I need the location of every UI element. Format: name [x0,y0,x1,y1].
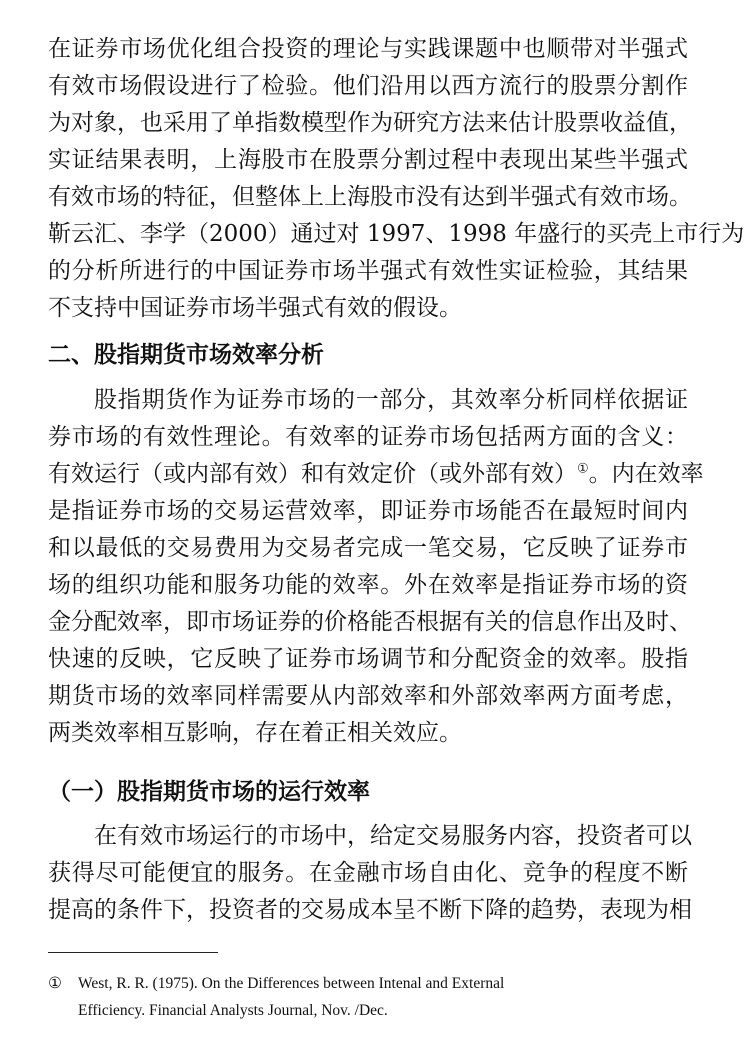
text-line: 提高的条件下，投资者的交易成本呈不断下降的趋势，表现为相 [48,897,692,923]
text-line: 金分配效率，即市场证券的价格能否根据有关的信息作出及时、 [48,609,692,635]
text-line: 两类效率相互影响，存在着正相关效应。 [48,720,462,746]
footnote-text: West, R. R. (1975). On the Differences between Intenal and External [78,975,505,992]
footnote-line: Efficiency. Financial Analysts Journal, Nov. /Dec. [78,1002,388,1019]
text-line: 不支持中国证券市场半强式有效的假设。 [48,295,462,321]
footnote-divider [48,952,218,953]
footnote-reference: ① [577,461,589,477]
text-line: 场的组织功能和服务功能的效率。外在效率是指证券市场的资 [48,572,688,598]
text-line: 和以最低的交易费用为交易者完成一笔交易，它反映了证券市 [48,535,688,561]
text-line: 券市场的有效性理论。有效率的证券市场包括两方面的含义： [48,424,688,450]
text-line: 获得尽可能便宜的服务。在金融市场自由化、竞争的程度不断 [48,860,688,886]
text-line: 是指证券市场的交易运营效率，即证券市场能否在最短时间内 [48,498,688,524]
text-line: 在证券市场优化组合投资的理论与实践课题中也顺带对半强式 [48,36,688,62]
subsection-heading: （一）股指期货市场的运行效率 [48,778,370,805]
text-line: 实证结果表明，上海股市在股票分割过程中表现出某些半强式 [48,147,688,173]
footnote-line [48,971,688,997]
text-line: 为对象，也采用了单指数模型作为研究方法来估计股票收益值， [48,110,692,136]
text-segment: 。内在效率 [588,461,704,487]
text-line: 在有效市场运行的市场中，给定交易服务内容，投资者可以 [94,823,692,849]
text-line [48,456,704,493]
text-segment: 有效运行（或内部有效）和有效定价（或外部有效） [48,461,577,487]
text-line: 有效市场假设进行了检验。他们沿用以西方流行的股票分割作 [48,73,688,99]
text-line: 有效市场的特征，但整体上上海股市没有达到半强式有效市场。 [48,184,692,210]
text-line: 快速的反映，它反映了证券市场调节和分配资金的效率。股指 [48,646,688,672]
text-line: 股指期货作为证券市场的一部分，其效率分析同样依据证 [94,387,688,413]
footnote-marker: ① [48,975,62,992]
section-heading: 二、股指期货市场效率分析 [48,341,324,368]
text-line: 期货市场的效率同样需要从内部效率和外部效率两方面考虑， [48,683,688,709]
text-line: 靳云汇、李学（2000）通过对 1997、1998 年盛行的买壳上市行为 [48,221,744,247]
text-line: 的分析所进行的中国证券市场半强式有效性实证检验，其结果 [48,258,688,284]
